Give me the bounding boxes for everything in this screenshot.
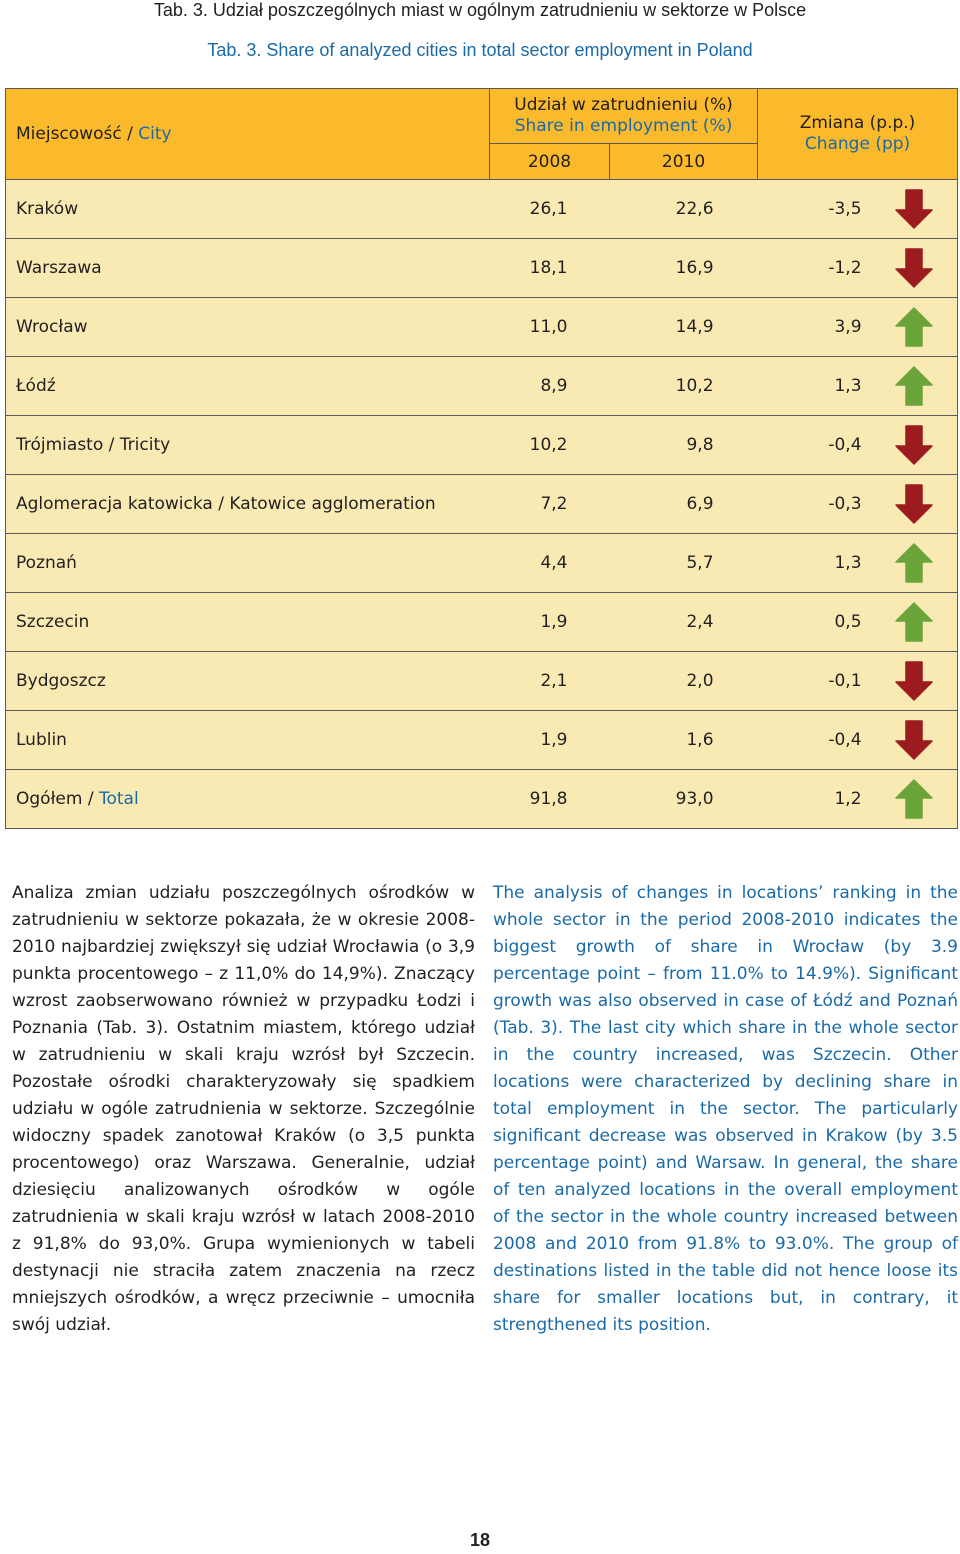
value-2008-cell: 91,8 [490,770,610,829]
body-text-en: The analysis of changes in locations’ ranking in the whole sector in the period 2008-2010 indicates the biggest growth of share in Wrocław (by 3.9 percentage point – from 11.0% to 14.9%). Significant growth was also observed in case of Łódź and Poznań (Tab. 3). The last city which share in the whole sector in the country increased, was Szczecin. Other locations were characterized by declining share in total employment in the sector. The particularly significant decrease was observed in Krakow (by 3.5 percentage point) and Warsaw. In general, the share of ten analyzed locations in the overall employment of the sector in the whole country increased between 2008 and 2010 from 91.8% to 93.0%. The group of destinations listed in the table did not hence loose its share for smaller locations but, in contrary, it strengthened its position. [493,883,958,1335]
total-row [6,770,958,829]
table-row [6,357,958,416]
header-share [490,89,758,144]
table-row [6,652,958,711]
value-2008-cell: 4,4 [490,534,610,593]
city-cell [6,770,490,829]
table-title-pl: Tab. 3. Udział poszczególnych miast w ogólnym zatrudnieniu w sektorze w Polsce [153,0,807,20]
value-2010-cell: 9,8 [610,416,758,475]
change-cell: -0,1 [758,652,872,711]
total-label-en: Total [98,789,139,809]
header-year-2008: 2008 [490,144,610,180]
value-2008-cell: 2,1 [490,652,610,711]
city-cell: Aglomeracja katowicka / Katowice agglomeration [6,475,490,534]
value-2010-cell: 16,9 [610,239,758,298]
change-cell: 1,3 [758,534,872,593]
value-2010-cell: 10,2 [610,357,758,416]
value-2008-cell: 7,2 [490,475,610,534]
value-2008-cell: 18,1 [490,239,610,298]
change-cell: 1,2 [758,770,872,829]
value-2008-cell: 10,2 [490,416,610,475]
header-share-pl: Udział w zatrudnieniu (%) [514,95,733,115]
header-share-en: Share in employment (%) [514,116,733,136]
header-change [758,89,958,180]
change-cell: -0,4 [758,711,872,770]
table-row [6,593,958,652]
table-row [6,475,958,534]
city-cell: Warszawa [6,239,490,298]
arrow-down-icon [872,416,958,475]
employment-share-table [5,88,958,829]
city-cell: Poznań [6,534,490,593]
table-row [6,416,958,475]
arrow-up-icon [872,593,958,652]
table-title-en: Tab. 3. Share of analyzed cities in total sector employment in Poland [207,40,753,60]
arrow-up-icon [872,770,958,829]
arrow-down-icon [872,239,958,298]
arrow-down-icon [872,475,958,534]
value-2010-cell: 14,9 [610,298,758,357]
arrow-down-icon [872,180,958,239]
header-city [6,89,490,180]
table-row [6,180,958,239]
value-2010-cell: 5,7 [610,534,758,593]
city-cell: Lublin [6,711,490,770]
change-cell: 1,3 [758,357,872,416]
arrow-down-icon [872,711,958,770]
value-2010-cell: 1,6 [610,711,758,770]
arrow-up-icon [872,298,958,357]
value-2008-cell: 1,9 [490,711,610,770]
page-number: 18 [469,1530,491,1550]
value-2010-cell: 6,9 [610,475,758,534]
change-cell: -3,5 [758,180,872,239]
city-cell: Kraków [6,180,490,239]
change-cell: -0,4 [758,416,872,475]
city-cell: Łódź [6,357,490,416]
body-text-pl: Analiza zmian udziału poszczególnych ośrodków w zatrudnieniu w sektorze pokazała, że w okresie 2008-2010 najbardziej zwiększył się udział Wrocławia (o 3,9 punkta procentowego – z 11,0% do 14,9%). Znaczący wzrost zaobserwowano również w przypadku Łodzi i Poznania (Tab. 3). Ostatnim miastem, którego udział w zatrudnieniu w skali kraju wzrósł był Szczecin. Pozostałe ośrodki charakteryzowały się spadkiem udziału w ogóle zatrudnienia w sektorze. Szczególnie widoczny spadek zanotował Kraków (o 3,5 punkta procentowego) oraz Warszawa. Generalnie, udział dziesięciu analizowanych ośrodków w ogóle zatrudnienia w skali kraju wzrósł w latach 2008-2010 z 91,8% do 93,0%. Grupa wymienionych w tabeli destynacji nie straciła zatem znaczenia na rzecz mniejszych ośrodków, a wręcz przeciwnie – umocniła swój udział. [12,883,475,1335]
table-row [6,239,958,298]
city-cell: Szczecin [6,593,490,652]
table-row [6,298,958,357]
total-label-pl: Ogółem / [16,789,94,809]
arrow-down-icon [872,652,958,711]
city-cell: Wrocław [6,298,490,357]
header-city-pl: Miejscowość / [16,124,133,144]
change-cell: 0,5 [758,593,872,652]
city-cell: Bydgoszcz [6,652,490,711]
value-2010-cell: 2,0 [610,652,758,711]
change-cell: -0,3 [758,475,872,534]
arrow-up-icon [872,357,958,416]
value-2008-cell: 8,9 [490,357,610,416]
header-change-pl: Zmiana (p.p.) [799,113,916,133]
value-2010-cell: 22,6 [610,180,758,239]
value-2008-cell: 26,1 [490,180,610,239]
arrow-up-icon [872,534,958,593]
value-2010-cell: 93,0 [610,770,758,829]
table-row [6,534,958,593]
change-cell: -1,2 [758,239,872,298]
header-city-en: City [138,124,172,144]
header-change-en: Change (pp) [804,134,911,154]
city-cell: Trójmiasto / Tricity [6,416,490,475]
table-row [6,711,958,770]
change-cell: 3,9 [758,298,872,357]
value-2010-cell: 2,4 [610,593,758,652]
header-year-2010: 2010 [610,144,758,180]
value-2008-cell: 1,9 [490,593,610,652]
value-2008-cell: 11,0 [490,298,610,357]
